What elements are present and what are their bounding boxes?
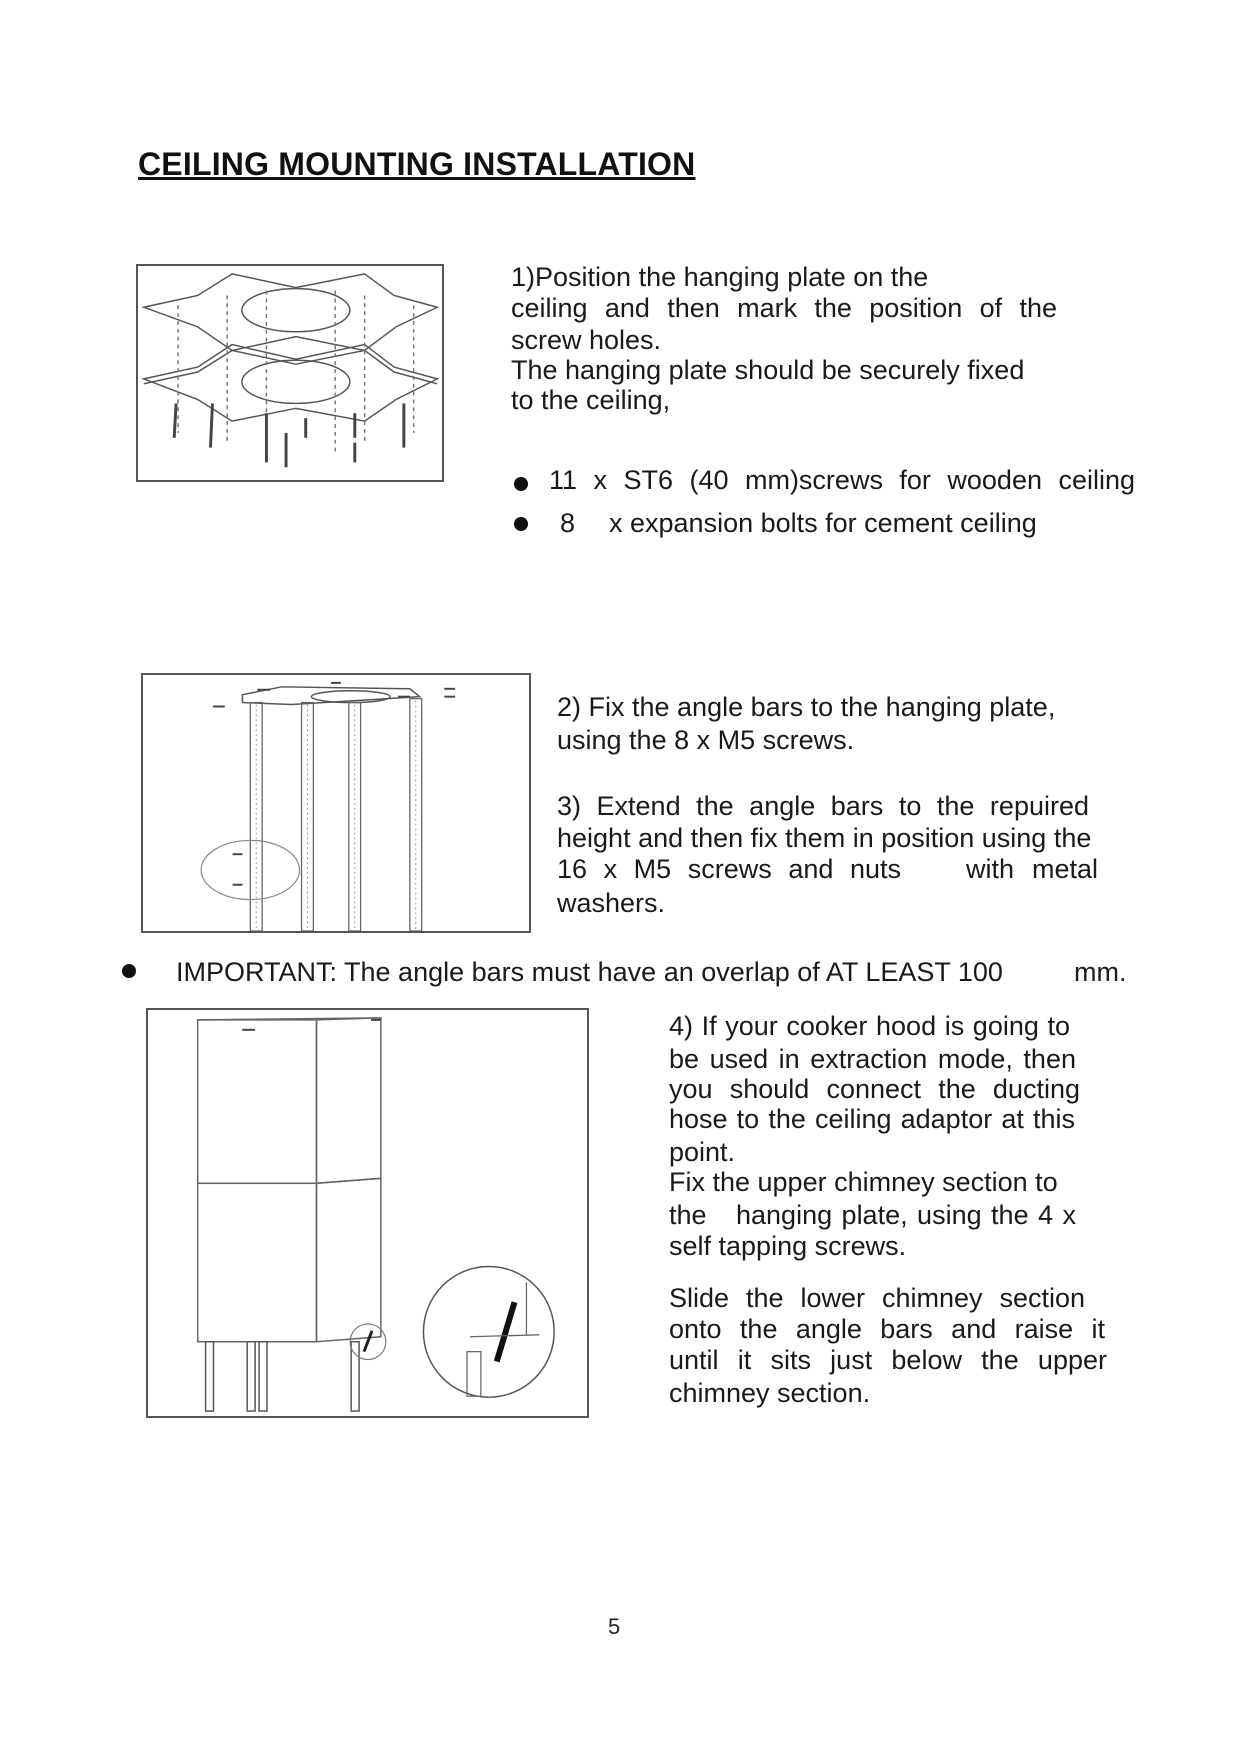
step1-bullet-qty: 8 bbox=[560, 508, 576, 538]
page-title: CEILING MOUNTING INSTALLATION bbox=[138, 146, 696, 182]
step1-line4: The hanging plate should be securely fixed bbox=[511, 355, 1025, 385]
step2-line1: 2) Fix the angle bars to the hanging plate, bbox=[557, 692, 1056, 722]
step3-line1: 3) Extend the angle bars to the repuired bbox=[557, 791, 1089, 821]
important-unit: mm. bbox=[1074, 957, 1127, 987]
step1-line2: ceiling and then mark the position of the bbox=[511, 293, 1057, 323]
bullet-icon bbox=[122, 964, 136, 978]
figure-hanging-plate bbox=[136, 264, 444, 482]
figure-chimney bbox=[146, 1008, 589, 1418]
step1-line5: to the ceiling, bbox=[511, 385, 671, 415]
hanging-plate-illustration bbox=[138, 266, 442, 480]
bullet-icon bbox=[514, 517, 528, 531]
step4-line4: hose to the ceiling adaptor at this bbox=[669, 1104, 1075, 1134]
bullet-icon bbox=[514, 477, 528, 491]
step1-line3: screw holes. bbox=[511, 325, 662, 355]
chimney-illustration bbox=[148, 1010, 587, 1416]
step3-line2: height and then fix them in position using the bbox=[557, 823, 1092, 853]
step4-line9: Slide the lower chimney section bbox=[669, 1283, 1085, 1313]
step2-line2: using the 8 x M5 screws. bbox=[557, 725, 855, 755]
step4-line5: point. bbox=[669, 1137, 736, 1167]
step4-line3: you should connect the ducting bbox=[669, 1074, 1080, 1104]
step4-line2: be used in extraction mode, then bbox=[669, 1044, 1076, 1074]
step4-line12: chimney section. bbox=[669, 1378, 871, 1408]
important-note: IMPORTANT: The angle bars must have an overlap of AT LEAST 100 bbox=[176, 957, 1003, 987]
step1-line1: 1)Position the hanging plate on the bbox=[511, 262, 929, 292]
step4-line6: Fix the upper chimney section to bbox=[669, 1167, 1058, 1197]
angle-bars-illustration bbox=[143, 675, 529, 931]
step4-line1: 4) If your cooker hood is going to bbox=[669, 1011, 1070, 1041]
step1-bullet-screws: 11 x ST6 (40 mm)screws for wooden ceiling bbox=[549, 465, 1135, 495]
step3-line4: washers. bbox=[557, 888, 666, 918]
figure-angle-bars bbox=[141, 673, 531, 933]
step4-line7a: the bbox=[669, 1200, 707, 1230]
step4-line7b: hanging plate, using the 4 x bbox=[736, 1200, 1076, 1230]
step4-line8: self tapping screws. bbox=[669, 1231, 907, 1261]
step3-line3a: 16 x M5 screws and nuts bbox=[557, 854, 901, 884]
page-number: 5 bbox=[608, 1614, 621, 1639]
step3-line3b: with metal bbox=[966, 854, 1098, 884]
step1-bullet-bolts: x expansion bolts for cement ceiling bbox=[609, 508, 1037, 538]
step4-line11: until it sits just below the upper bbox=[669, 1345, 1107, 1375]
step4-line10: onto the angle bars and raise it bbox=[669, 1314, 1105, 1344]
